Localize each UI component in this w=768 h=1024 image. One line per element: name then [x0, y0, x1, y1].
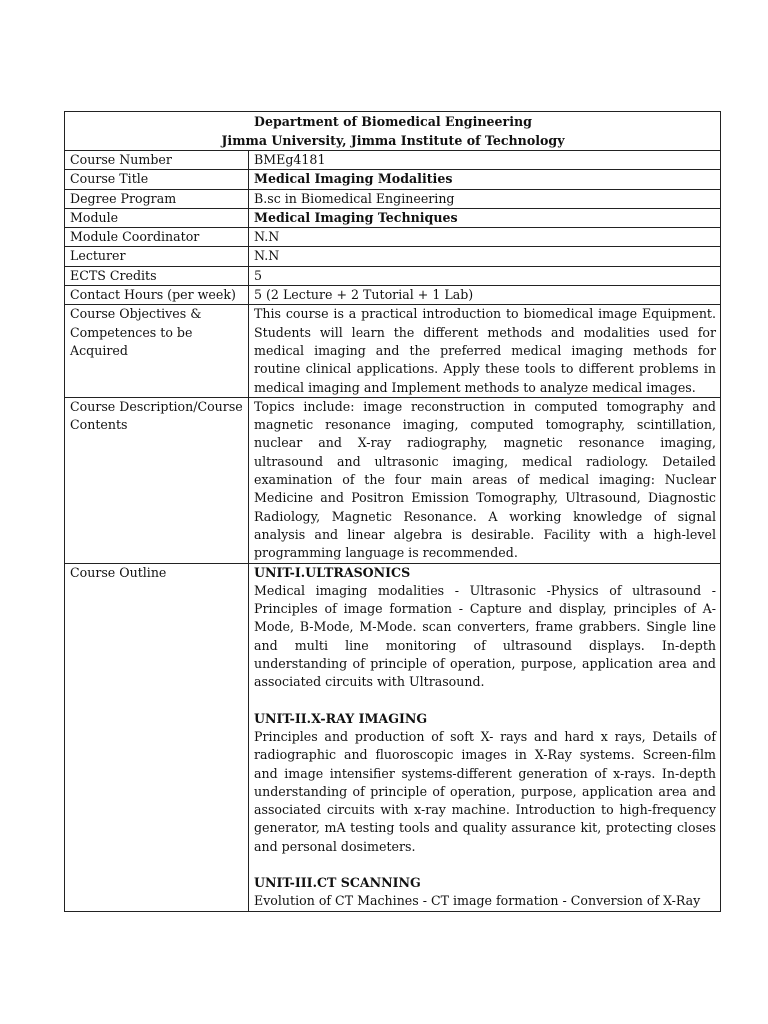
- unit-spacer: [254, 692, 716, 710]
- row-label: Contact Hours (per week): [65, 286, 249, 305]
- table-row: [65, 170, 721, 189]
- degree-program-value: B.sc in Biomedical Engineering: [249, 189, 721, 208]
- row-label: Course Title: [65, 170, 249, 189]
- table-row: [65, 151, 721, 170]
- table-row: [65, 247, 721, 266]
- unit-title: UNIT-II.X-RAY IMAGING: [254, 710, 428, 726]
- unit-title: UNIT-I.ULTRASONICS: [254, 564, 411, 580]
- course-info-table: [64, 111, 721, 912]
- university-title: Jimma University, Jimma Institute of Technology: [221, 132, 565, 148]
- table-header-row: [65, 112, 721, 151]
- table-header: [65, 112, 721, 151]
- table-row: [65, 228, 721, 247]
- unit-body: Evolution of CT Machines - CT image formation - Conversion of X-Ray: [254, 893, 701, 909]
- ects-value: 5: [249, 266, 721, 285]
- contact-hours-value: 5 (2 Lecture + 2 Tutorial + 1 Lab): [249, 286, 721, 305]
- row-label: ECTS Credits: [65, 266, 249, 285]
- module-value: Medical Imaging Techniques: [249, 208, 721, 227]
- row-label: Degree Program: [65, 189, 249, 208]
- row-label: Module: [65, 208, 249, 227]
- course-outline-value: [249, 563, 721, 911]
- course-number-value: BMEg4181: [249, 151, 721, 170]
- table-row: [65, 397, 721, 563]
- table-row: [65, 563, 721, 911]
- module-coordinator-value: N.N: [249, 228, 721, 247]
- unit-spacer: [254, 856, 716, 874]
- row-label: Module Coordinator: [65, 228, 249, 247]
- table-row: [65, 305, 721, 397]
- row-label: Course Outline: [65, 563, 249, 911]
- unit-body: Principles and production of soft X- rays and hard x rays, Details of radiographic and fluoroscopic images in X-Ray systems. Screen-film and image intensifier systems-different generation of x-rays. In-depth understanding of principle of operation, purpose, application area and associated circuits with x-ray machine. Introduction to high-frequency generator, mA testing tools and quality assurance kit, protecting closes and personal dosimeters.: [254, 728, 716, 854]
- table-row: [65, 266, 721, 285]
- objectives-value: This course is a practical introduction to biomedical image Equipment. Students will learn the different methods and modalities used for medical imaging and the preferred medical imaging methods for routine clinical applications. Apply these tools to different problems in medical imaging and Implement methods to analyze medical images.: [249, 305, 721, 397]
- unit-title: UNIT-III.CT SCANNING: [254, 874, 421, 890]
- row-label: Course Objectives & Competences to be Acquired: [65, 305, 249, 397]
- unit-body: Medical imaging modalities - Ultrasonic -Physics of ultrasound - Principles of image formation - Capture and display, principles of A-Mode, B-Mode, M-Mode. scan converters, frame grabbers. Single line and multi line monitoring of ultrasound displays. In-depth understanding of principle of operation, purpose, application area and associated circuits with Ultrasound.: [254, 582, 716, 690]
- description-value: Topics include: image reconstruction in computed tomography and magnetic resonance imaging, computed tomography, scintillation, nuclear and X-ray radiography, magnetic resonance imaging, ultrasound and ultrasonic imaging, medical radiology. Detailed examination of the four main areas of medical imaging: Nuclear Medicine and Positron Emission Tomography, Ultrasound, Diagnostic Radiology, Magnetic Resonance. A working knowledge of signal analysis and linear algebra is desirable. Facility with a high-level programming language is recommended.: [249, 397, 721, 563]
- course-title-value: Medical Imaging Modalities: [249, 170, 721, 189]
- row-label: Course Description/Course Contents: [65, 397, 249, 563]
- table-row: [65, 286, 721, 305]
- row-label: Course Number: [65, 151, 249, 170]
- department-title: Department of Biomedical Engineering: [254, 114, 532, 129]
- table-row: [65, 208, 721, 227]
- row-label: Lecturer: [65, 247, 249, 266]
- table-row: [65, 189, 721, 208]
- lecturer-value: N.N: [249, 247, 721, 266]
